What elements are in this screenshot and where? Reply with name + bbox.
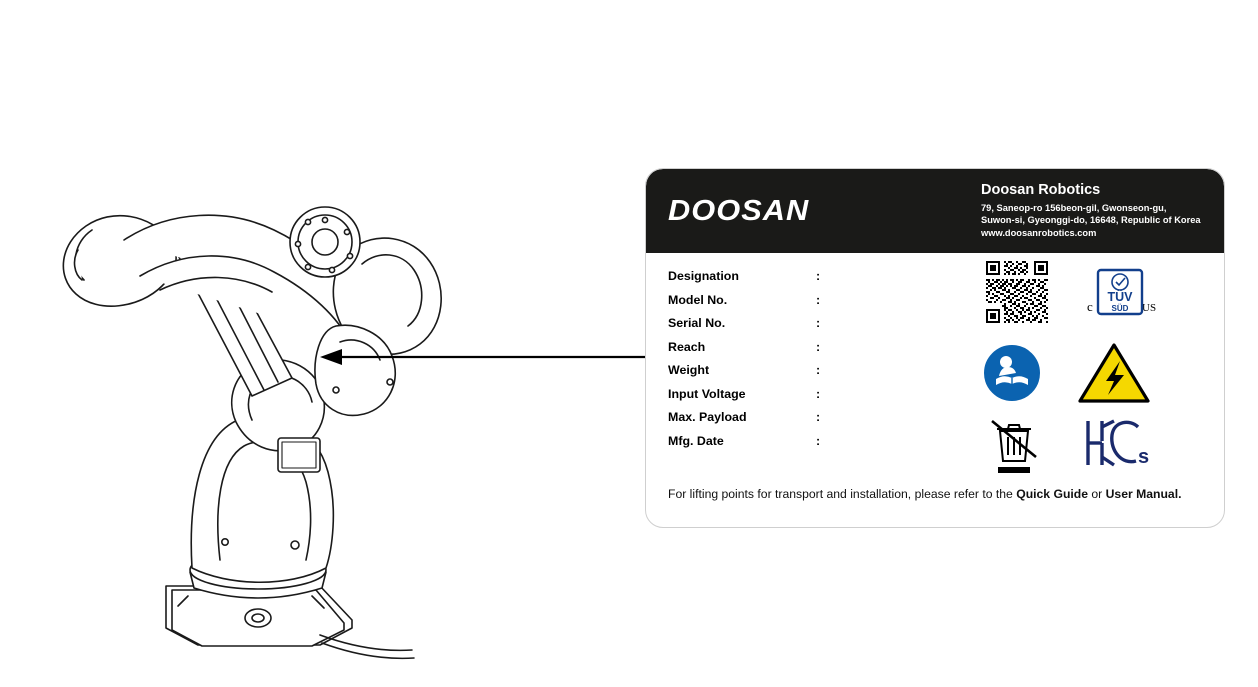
pointer-arrow <box>320 345 650 369</box>
company-info <box>981 181 1217 239</box>
note-text-part1: For lifting points for transport and installation, please refer to the <box>668 487 1017 501</box>
tuv-sud-certification-mark <box>1084 267 1156 325</box>
note-user-manual: User Manual. <box>1105 487 1182 501</box>
read-user-manual-mark <box>982 343 1042 403</box>
spec-label: Designation <box>668 269 739 283</box>
company-address-line2: Suwon-si, Gyeonggi-do, 16648, Republic of Korea <box>981 215 1201 226</box>
spec-row-serial-no <box>668 316 918 340</box>
tuv-mark-left-letter: c <box>1087 299 1093 314</box>
note-text-part2: or <box>1088 487 1106 501</box>
robot-illustration <box>20 90 460 660</box>
qr-code <box>986 261 1048 323</box>
spec-separator: : <box>816 433 821 448</box>
spec-label: Weight <box>668 363 710 377</box>
tuv-mark-right-letter: US <box>1142 302 1156 314</box>
kcs-certification-mark <box>1080 413 1152 473</box>
spec-separator: : <box>816 269 821 283</box>
spec-separator: : <box>816 363 821 377</box>
spec-separator: : <box>816 410 821 424</box>
spec-row-designation <box>668 269 918 293</box>
spec-label: Input Voltage <box>668 386 746 401</box>
spec-row-max-payload <box>668 410 918 434</box>
spec-separator: : <box>816 386 821 401</box>
doosan-logo: DOOSAN <box>668 195 810 227</box>
lifting-points-note <box>668 487 1213 501</box>
spec-separator: : <box>816 339 821 354</box>
arrow-left-icon <box>320 345 650 369</box>
spec-row-reach <box>668 340 918 364</box>
company-name: Doosan Robotics <box>981 182 1101 198</box>
svg-text:s: s <box>1138 446 1150 468</box>
note-quick-guide: Quick Guide <box>1016 487 1089 501</box>
company-website: www.doosanrobotics.com <box>981 227 1097 238</box>
certification-marks <box>976 261 1206 481</box>
svg-text:SÜD: SÜD <box>1111 304 1129 313</box>
spec-label: Model No. <box>668 292 728 307</box>
spec-row-model-no <box>668 293 918 317</box>
spec-label: Reach <box>668 339 706 354</box>
robot-arm-line-drawing <box>20 90 460 660</box>
spec-list <box>668 269 918 457</box>
svg-text:TÜV: TÜV <box>1107 290 1133 304</box>
company-address-line1: 79, Saneop-ro 156beon-gil, Gwonseon-gu, <box>981 203 1167 214</box>
spec-separator: : <box>816 316 821 330</box>
spec-label: Max. Payload <box>668 410 747 424</box>
spec-row-weight <box>668 363 918 387</box>
weee-crossed-out-bin-mark <box>986 413 1042 475</box>
spec-row-mfg-date <box>668 434 918 458</box>
product-nameplate <box>645 168 1225 528</box>
spec-label: Mfg. Date <box>668 433 724 448</box>
nameplate-header <box>646 169 1224 253</box>
high-voltage-warning-mark <box>1076 341 1152 405</box>
spec-row-input-voltage <box>668 387 918 411</box>
spec-separator: : <box>816 292 821 307</box>
spec-label: Serial No. <box>668 316 726 330</box>
